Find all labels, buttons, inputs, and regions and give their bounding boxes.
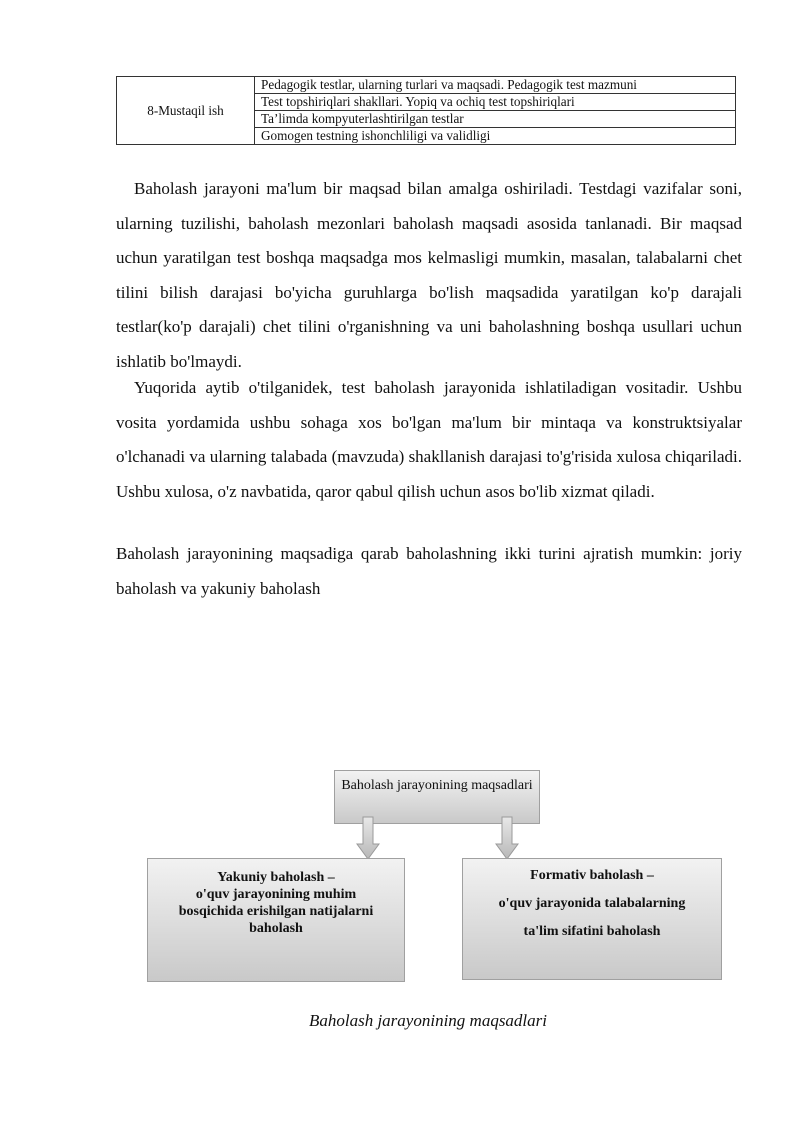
paragraph-2: Yuqorida aytib o'tilganidek, test baholash jarayonida ishlatiladigan vositadir. Ushbu vosita yordamida ushbu sohaga xos bo'lgan ma'lum bir mintaqa va konstruktsiyalar o'lchanadi va ularning talabada (mavzuda) shakllanish darajasi to'g'risida xulosa chiqariladi. Ushbu xulosa, o'z navbatida, qaror qabul qilish uchun asos bo'lib xizmat qiladi. (116, 378, 742, 501)
diagram-formative-box (462, 858, 722, 980)
table-cell: Pedagogik testlar, ularning turlari va maqsadi. Pedagogik test mazmuni (255, 77, 736, 94)
arrow-down-left-icon (356, 816, 380, 860)
formative-description-1: o'quv jarayonida talabalarning (498, 896, 686, 911)
diagram-top-box: Baholash jarayonining maqsadlari (334, 770, 540, 824)
table-row (117, 77, 736, 94)
diagram-summative-box (147, 858, 405, 982)
summative-title: Yakuniy baholash – (217, 870, 335, 885)
topics-table (116, 76, 736, 145)
paragraph-1: Baholash jarayoni ma'lum bir maqsad bilan amalga oshiriladi. Testdagi vazifalar soni, ularning tuzilishi, baholash mezonlari baholash maqsadi asosida tanlanadi. Bir maqsad uchun yaratilgan test boshqa maqsadga mos kelmasligi mumkin, masalan, talabalarni chet tilini bilish darajasi bo'yicha guruhlarga bo'lish maqsadida yaratilgan ko'p darajali testlar(ko'p darajali) chet tilini o'rganishning va uni baholashning boshqa usullari uchun ishlatib bo'lmaydi. (116, 179, 742, 371)
formative-description-2: ta'lim sifatini baholash (523, 924, 661, 939)
table-cell: Ta’limda kompyuterlashtirilgan testlar (255, 111, 736, 128)
table-label-cell: 8-Mustaqil ish (117, 77, 255, 145)
paragraph-3: Baholash jarayonining maqsadiga qarab baholashning ikki turini ajratish mumkin: joriy baholash va yakuniy baholash (116, 544, 742, 598)
table-cell: Test topshiriqlari shakllari. Yopiq va ochiq test topshiriqlari (255, 94, 736, 111)
arrow-down-right-icon (495, 816, 519, 860)
diagram-caption: Baholash jarayonining maqsadlari (308, 1011, 547, 1030)
table-cell: Gomogen testning ishonchliligi va validligi (255, 128, 736, 145)
summative-description: o'quv jarayonining muhim bosqichida erishilgan natijalarni baholash (178, 887, 374, 936)
formative-title: Formativ baholash – (530, 868, 654, 883)
